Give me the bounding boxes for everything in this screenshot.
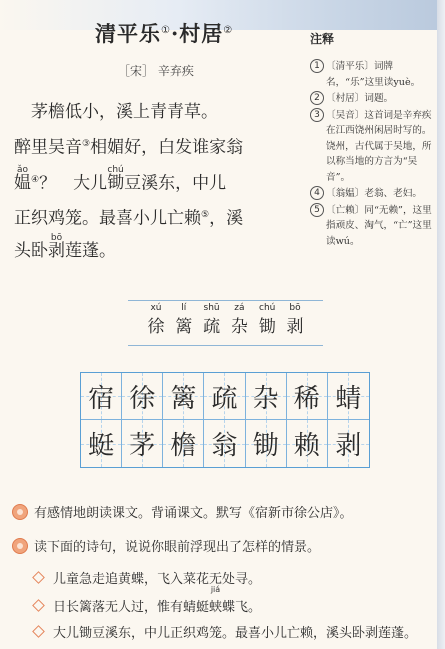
poem-author: ［宋］ 辛弃疾 — [118, 64, 194, 78]
grid-cell: 赖 — [287, 420, 328, 467]
grid-cell: 篱 — [163, 373, 204, 420]
annotation-number: 4 — [310, 186, 324, 200]
exercise-bullet-icon — [12, 538, 28, 554]
poem-title: 清平乐①·村居② — [95, 21, 234, 46]
annotation-number: 2 — [310, 91, 324, 105]
vocab-item: shū 疏 — [203, 303, 221, 337]
grid-cell: 锄 — [246, 420, 287, 467]
grid-cell: 蜓 — [81, 420, 122, 467]
quoted-line-2: 日长篱落无人过，惟有蜻蜓 jiá 蛱 蝶飞。 — [34, 596, 261, 615]
annotations-title: 注释 — [310, 32, 335, 46]
recognize-characters-box — [128, 300, 323, 346]
grid-cell: 蜻 — [328, 373, 369, 420]
grid-cell: 疏 — [204, 373, 245, 420]
exercise-2: 读下面的诗句，说说你眼前浮现出了怎样的情景。 — [12, 536, 320, 555]
grid-cell: 稀 — [287, 373, 328, 420]
exercise-1: 有感情地朗读课文。背诵课文。默写《宿新市徐公店》。 — [12, 502, 353, 521]
poem-line-5: 头卧 bō 剥莲蓬。 — [14, 232, 116, 261]
quoted-line-3: 大儿锄豆溪东，中儿正织鸡笼。最喜小儿亡赖，溪头卧剥莲蓬。 — [34, 622, 417, 641]
quoted-line-1: 儿童急走追黄蝶，飞入菜花无处寻。 — [34, 568, 261, 587]
poem-line-1: 茅檐低小，溪上青青草。 — [31, 102, 218, 122]
grid-cell: 宿 — [81, 373, 122, 420]
vocab-item: zá 杂 — [230, 303, 248, 337]
vocab-item: bō 剥 — [286, 303, 304, 337]
vocab-item: xú 徐 — [147, 303, 165, 337]
annotation-item: 4 〔翁媪〕老翁、老妇。 — [310, 186, 440, 202]
exercise-bullet-icon — [12, 504, 28, 520]
vocab-item: lí 篱 — [175, 303, 193, 337]
poem-line-4: 正织鸡笼。最喜小儿亡赖⑤，溪 — [14, 208, 244, 229]
poem-line-3: ǎo 媪④？ 大儿 chú 锄豆溪东，中儿 — [14, 165, 227, 194]
diamond-bullet-icon — [32, 625, 45, 638]
annotations-panel — [310, 30, 440, 250]
grid-cell: 翁 — [204, 420, 245, 467]
annotation-item: 2 〔村居〕词题。 — [310, 91, 440, 107]
annotation-item: 1 〔清平乐〕词牌名，“乐”这里读yuè。 — [310, 59, 440, 90]
diamond-bullet-icon — [32, 571, 45, 584]
poem-body — [14, 96, 299, 267]
annotation-item: 5 〔亡赖〕同“无赖”，这里指顽皮、淘气，“亡”这里读wú。 — [310, 203, 440, 250]
grid-cell: 茅 — [122, 420, 163, 467]
grid-cell: 剥 — [328, 420, 369, 467]
grid-cell: 杂 — [246, 373, 287, 420]
vocab-item: chú 锄 — [258, 303, 276, 337]
annotation-item: 3 〔吴音〕这首词是辛弃疾在江西饶州闲居时写的。饶州，古代属于吴地，所以称当地的方言为“吴音”。 — [310, 108, 440, 186]
grid-cell: 徐 — [122, 373, 163, 420]
grid-cell: 檐 — [163, 420, 204, 467]
annotation-number: 5 — [310, 203, 324, 217]
poem-line-2: 醉里吴音③相媚好，白发谁家翁 — [14, 137, 244, 158]
annotation-number: 3 — [310, 108, 324, 122]
diamond-bullet-icon — [32, 599, 45, 612]
annotation-number: 1 — [310, 59, 324, 73]
writing-characters-grid — [80, 372, 370, 468]
